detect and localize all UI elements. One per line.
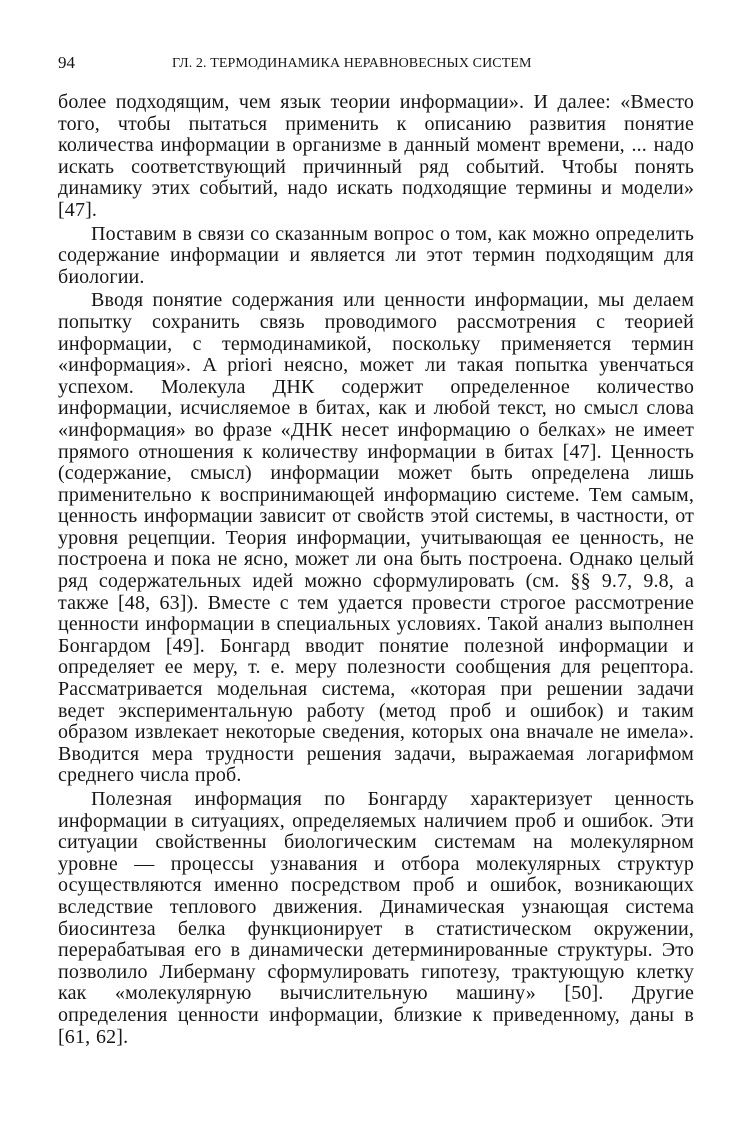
running-head <box>58 52 694 74</box>
paragraph: Поставим в связи со сказанным вопрос о том, как можно определить содержание информации и является ли этот термин подходящим для биологии. <box>58 222 694 288</box>
body-text <box>58 92 694 1048</box>
book-page <box>58 52 694 1048</box>
paragraph-continued: более подходящим, чем язык теории информации». И далее: «Вместо того, чтобы пытаться применить к описанию развития понятие количества информации в организме в данный момент времени, ... надо искать соответствующий причинный ряд событий. Чтобы понять динамику этих событий, надо искать подходящие термины и модели» [47]. <box>58 91 694 221</box>
paragraph: Вводя понятие содержания или ценности информации, мы делаем попытку сохранить связь проводимого рассмотрения с теорией информации, с термодинамикой, поскольку применяется термин «информация». A priori неясно, может ли такая попытка увенчаться успехом. Молекула ДНК содержит определенное количество информации, исчисляемое в битах, как и любой текст, но смысл слова «информация» во фразе «ДНК несет информацию о белках» не имеет прямого отношения к количеству информации в битах [47]. Ценность (содержание, смысл) информации может быть определена лишь применительно к воспринимающей информацию системе. Тем самым, ценность информации зависит от свойств этой системы, в частности, от уровня рецепции. Теория информации, учитывающая ее ценность, не построена и пока не ясно, может ли она быть построена. Однако целый ряд содержательных идей можно сформулировать (см. §§ 9.7, 9.8, а также [48, 63]). Вместе с тем удается провести строгое рассмотрение ценности информации в специальных условиях. Такой анализ выполнен Бонгардом [49]. Бонгард вводит понятие полезной информации и определяет ее меру, т. е. меру полезности сообщения для рецептора. Рассматривается модельная система, «которая при решении задачи ведет экспериментальную работу (метод проб и ошибок) и таким образом извлекает некоторые сведения, которых она вначале не имела». Вводится мера трудности решения задачи, выражаемая логарифмом среднего числа проб. <box>58 289 694 787</box>
running-title: ГЛ. 2. ТЕРМОДИНАМИКА НЕРАВНОВЕСНЫХ СИСТЕМ <box>172 56 532 71</box>
page-number: 94 <box>58 53 75 72</box>
paragraph: Полезная информация по Бонгарду характеризует ценность информации в ситуациях, определяемых наличием проб и ошибок. Эти ситуации свойственны биологическим системам на молекулярном уровне — процессы узнавания и отбора молекулярных структур осуществляются именно посредством проб и ошибок, возникающих вследствие теплового движения. Динамическая узнающая система биосинтеза белка функционирует в статистическом окружении, перерабатывая его в динамически детерминированные структуры. Это позволило Либерману сформулировать гипотезу, трактующую клетку как «молекулярную вычислительную машину» [50]. Другие определения ценности информации, близкие к приведенному, даны в [61, 62]. <box>58 788 694 1048</box>
